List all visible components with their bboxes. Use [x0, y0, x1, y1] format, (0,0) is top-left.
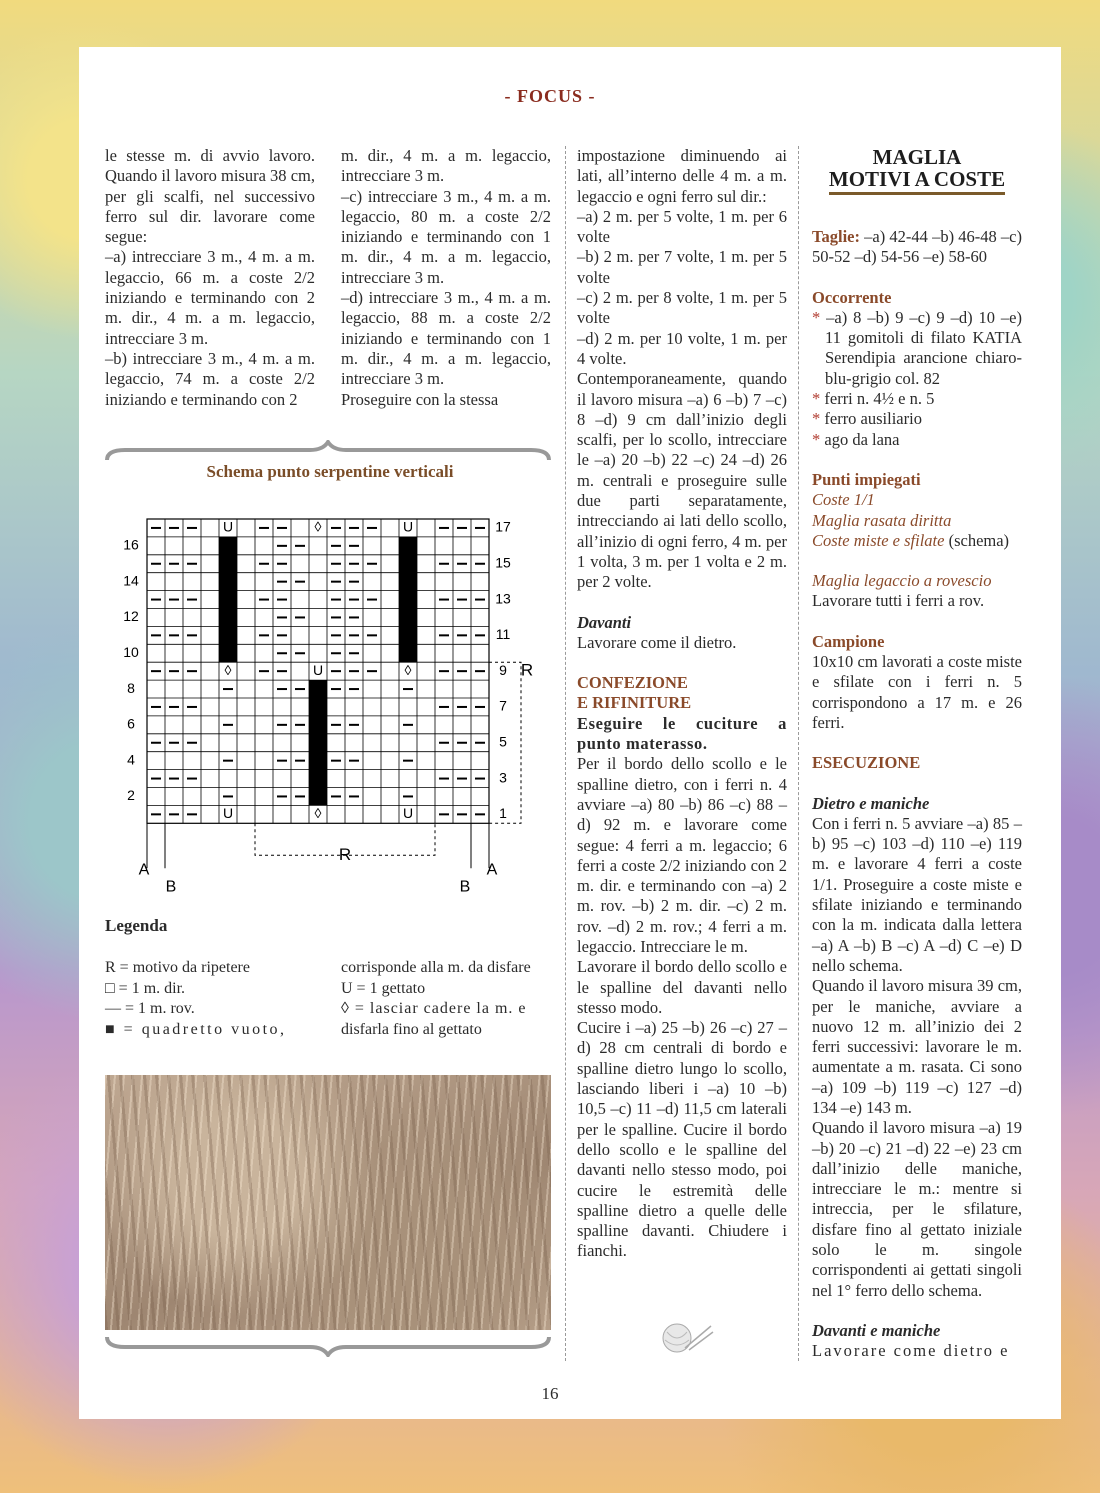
subheading: Eseguire le cuciture a punto materasso.: [577, 713, 787, 754]
row-label: 3: [499, 769, 507, 786]
paragraph: Lavorare il bordo dello scollo e le spalline del davanti nello stesso modo.: [577, 957, 787, 1017]
legend-item: disfarla fino al gettato: [341, 1020, 482, 1038]
empty-square: [309, 770, 327, 788]
row-label: 10: [123, 643, 139, 660]
list-item: [812, 389, 1022, 409]
bullet-icon: *: [812, 307, 827, 327]
row-label: 8: [127, 679, 135, 696]
legend-item: ■ = quadretto vuoto,: [105, 1020, 287, 1038]
paragraph: Lavorare tutti i ferri a rov.: [812, 591, 985, 611]
row-label: 2: [127, 787, 135, 804]
drop-stitch-mark: ◊: [314, 518, 322, 535]
yarn-over-mark: U: [312, 661, 324, 678]
paragraph: –a) 2 m. per 5 volte, 1 m. per 6 volte: [577, 206, 787, 247]
sizes-value: –a) 42-44 –b) 46-48 –c) 50-52 –d) 54-56 –e) 58-60: [812, 227, 1022, 267]
row-label: 4: [127, 751, 135, 768]
row-label: 11: [495, 626, 511, 643]
legend-right: [341, 958, 556, 1040]
knit-sample-photo: [105, 1075, 551, 1330]
drop-stitch-mark: ◊: [314, 805, 322, 822]
paragraph: Contemporaneamente, quando il lavoro misura –a) 6 –b) 7 –c) 8 –d) 9 cm dall’inizio degli scalfi, per lo scollo, intrecciare le –a) 20 –b) 22 –c) 24 –d) 26 m. centrali e proseguire sulle due parti separatamente, intrecciando ai lati dello scollo, all’inizio di ogni ferro, 4 m. per 1 volta, 3 m. per 1 volta e 2 m. per 2 volte.: [577, 369, 787, 592]
top-brace: [105, 440, 551, 462]
stitch-item: Coste 1/1: [812, 490, 875, 510]
list-text: ago da lana: [824, 429, 900, 449]
paragraph: impostazione diminuendo ai lati, all’interno delle 4 m. a m. legaccio e ogni ferro sul dir.:: [577, 146, 787, 206]
stitch-note: (schema): [944, 530, 1010, 550]
sidebar-title: [812, 146, 1022, 195]
empty-square: [399, 626, 417, 644]
row-label: 1: [499, 805, 507, 822]
section-heading: Punti impiegati: [812, 469, 921, 489]
yarn-over-mark: U: [402, 805, 414, 822]
row-label: 6: [127, 715, 135, 732]
yarn-over-mark: U: [402, 518, 414, 535]
paragraph: –d) intrecciare 3 m., 4 m. a m. legaccio, 88 m. a coste 2/2 iniziando e terminando con 1 m. dir., 4 m. a m. legaccio, intrecciare 3 m.: [341, 288, 551, 389]
paragraph: Per il bordo dello scollo e le spalline dietro, con i ferri n. 4 avviare –a) 80 –b) 86 –c) 88 –d) 92 m. e lavorare come segue: 4 ferri a m. legaccio; 6 ferri a coste 2/2 iniziando con 2 m. dir. e terminando con –a) 2 m. rov. –b) 2 m. dir. –c) 2 m. rov. –d) 2 m. rov.; 4 ferri a m. legaccio. Intrecciare le m.: [577, 754, 787, 956]
bullet-icon: *: [812, 429, 825, 449]
section-heading: Occorrente: [812, 287, 892, 307]
paragraph: Quando il lavoro misura 39 cm, per le maniche, avviare a nuovo 12 m. all’inizio dei 2 ferri successivi: lavorare le m. aumentate a m. rasata. Ci sono –a) 109 –b) 119 –c) 127 –d) 134 –e) 143 m.: [812, 976, 1022, 1117]
empty-square: [219, 537, 237, 555]
edge-label: B: [165, 878, 177, 895]
column-divider: [798, 146, 799, 1361]
empty-square: [219, 626, 237, 644]
legend-title: Legenda: [105, 916, 168, 935]
section-header: - FOCUS -: [504, 86, 596, 106]
stitch-item: Maglia rasata diritta: [812, 510, 952, 530]
paragraph: 10x10 cm lavorati a coste miste e sfilate con i ferri n. 5 corrispondono a 17 m. e 26 ferri.: [812, 652, 1022, 732]
section-heading: E RIFINITURE: [577, 693, 692, 713]
empty-square: [219, 644, 237, 662]
empty-square: [399, 537, 417, 555]
column-2: [341, 146, 551, 410]
legend-item: ◊ = lasciar cadere la m. e: [341, 1000, 527, 1017]
title-line: MAGLIA: [872, 145, 962, 169]
empty-square: [399, 609, 417, 627]
section-heading: CONFEZIONE: [577, 673, 688, 693]
empty-square: [219, 609, 237, 627]
list-item: [812, 430, 1022, 450]
empty-square: [399, 573, 417, 591]
row-label: 15: [495, 554, 511, 571]
legend-left: [105, 958, 320, 1040]
yarn-ball-icon: [655, 1318, 715, 1358]
repeat-label: R: [520, 660, 534, 680]
row-label: 16: [123, 536, 139, 553]
paragraph: –c) 2 m. per 8 volte, 1 m. per 5 volte: [577, 288, 787, 328]
row-label: 13: [495, 590, 511, 607]
empty-square: [219, 573, 237, 591]
section-heading: Campione: [812, 631, 885, 651]
sizes: [812, 227, 1022, 268]
yarn-over-mark: U: [222, 518, 234, 535]
legend-item: — = 1 m. rov.: [105, 1000, 195, 1017]
column-1: [105, 146, 315, 410]
bullet-icon: *: [812, 389, 825, 409]
edge-label: A: [138, 861, 150, 879]
paragraph: –d) 2 m. per 10 volte, 1 m. per 4 volte.: [577, 328, 787, 368]
empty-square: [219, 555, 237, 573]
empty-square: [309, 752, 327, 770]
sizes-label: Taglie:: [812, 227, 860, 246]
paragraph: Cucire i –a) 25 –b) 26 –c) 27 –d) 28 cm centrali di bordo e spalline dietro lungo lo scollo, lasciando liberi i –a) 10 –b) 10,5 –c) 11 –d) 11,5 cm laterali per le spalline. Cucire il bordo dello scollo e le spalline del davanti nello stesso modo, poi cucire le estremità delle spalline dietro a quelle delle spalline davanti. Chiudere i fianchi.: [577, 1018, 787, 1261]
empty-square: [309, 716, 327, 734]
drop-stitch-mark: ◊: [404, 661, 412, 678]
bullet-icon: *: [812, 409, 825, 429]
row-label: 7: [499, 697, 507, 714]
section-heading: ESECUZIONE: [812, 753, 921, 773]
empty-square: [399, 555, 417, 573]
paragraph: le stesse m. di avvio lavoro. Quando il lavoro misura 38 cm, per gli scalfi, nel successivo ferro sul dir. lavorare come segue:: [105, 146, 315, 247]
legend-item: R = motivo da ripetere: [105, 959, 250, 976]
subheading: Davanti e maniche: [812, 1320, 941, 1340]
edge-label: B: [459, 878, 471, 895]
page-number: 16: [541, 1384, 559, 1403]
knitting-chart: [105, 505, 551, 895]
yarn-over-mark: U: [222, 805, 234, 822]
title-line: MOTIVI A COSTE: [829, 168, 1005, 195]
row-label: 14: [123, 572, 139, 589]
empty-square: [399, 644, 417, 662]
list-text: ferri n. 4½ e n. 5: [824, 389, 935, 409]
empty-square: [399, 591, 417, 609]
stitch-item: Maglia legaccio a rovescio: [812, 571, 992, 591]
list-item: [812, 409, 1022, 429]
legend-item: U = 1 gettato: [341, 979, 426, 997]
list-item: [812, 308, 1022, 389]
stitch-name: Coste miste e sfilate: [812, 530, 945, 550]
list-text: –a) 8 –b) 9 –c) 9 –d) 10 –e) 11 gomitoli di filato KATIA Serendipia arancione chiaro-blu-grigio col. 82: [825, 307, 1022, 388]
paragraph: –a) intrecciare 3 m., 4 m. a m. legaccio, 66 m. a coste 2/2 iniziando e terminando con 2 m. dir., 4 m. a m. legaccio, intrecciare 3 m.: [105, 247, 315, 348]
empty-square: [219, 591, 237, 609]
paragraph: Lavorare come il dietro.: [577, 632, 737, 652]
paragraph: Proseguire con la stessa: [341, 389, 499, 409]
paragraph: –c) intrecciare 3 m., 4 m. a m. legaccio, 80 m. a coste 2/2 iniziando e terminando con 1 m. dir., 4 m. a m. legaccio, intrecciare 3 m.: [341, 186, 551, 287]
empty-square: [309, 734, 327, 752]
paragraph: –b) intrecciare 3 m., 4 m. a m. legaccio, 74 m. a coste 2/2 iniziando e terminando con 2: [105, 348, 315, 409]
chart-title: Schema punto serpentine verticali: [206, 462, 454, 481]
empty-square: [309, 698, 327, 716]
paragraph: Con i ferri n. 5 avviare –a) 85 –b) 95 –c) 103 –d) 110 –e) 119 m. e lavorare 4 ferri a coste 1/1. Proseguire a coste miste e sfilate iniziando e terminando con la m. indicata dalla lettera –a) A –b) B –c) A –d) C –e) D nello schema.: [812, 813, 1022, 975]
column-3: [577, 146, 787, 1262]
row-label: 17: [495, 518, 511, 535]
row-label: 5: [499, 733, 507, 750]
empty-square: [309, 788, 327, 806]
paragraph: –b) 2 m. per 7 volte, 1 m. per 5 volte: [577, 247, 787, 287]
legend-item: corrisponde alla m. da disfare: [341, 959, 531, 976]
paragraph: Lavorare come dietro e: [812, 1341, 1010, 1361]
paragraph: Quando il lavoro misura –a) 19 –b) 20 –c) 21 –d) 22 –e) 23 cm dall’inizio delle maniche, intrecciare le m.: mentre si intreccia, per le sfilature, disfare fino al gettato iniziale solo le m. singole corrispondenti ai gettati singoli nel 1° ferro dello schema.: [812, 1118, 1022, 1300]
sidebar-text: [812, 227, 1022, 1362]
drop-stitch-mark: ◊: [224, 661, 232, 678]
repeat-label: R: [338, 844, 352, 864]
stitch-item: [812, 531, 1022, 551]
paragraph: m. dir., 4 m. a m. legaccio, intrecciare 3 m.: [341, 146, 551, 186]
legend-item: □ = 1 m. dir.: [105, 979, 186, 997]
row-label: 9: [499, 661, 507, 678]
row-label: 12: [123, 608, 139, 625]
subheading: Dietro e maniche: [812, 793, 930, 813]
subheading: Davanti: [577, 612, 632, 632]
empty-square: [309, 680, 327, 698]
list-text: ferro ausiliario: [824, 409, 922, 429]
bottom-brace: [105, 1335, 551, 1357]
column-divider: [565, 146, 566, 1361]
edge-label: A: [486, 861, 498, 879]
